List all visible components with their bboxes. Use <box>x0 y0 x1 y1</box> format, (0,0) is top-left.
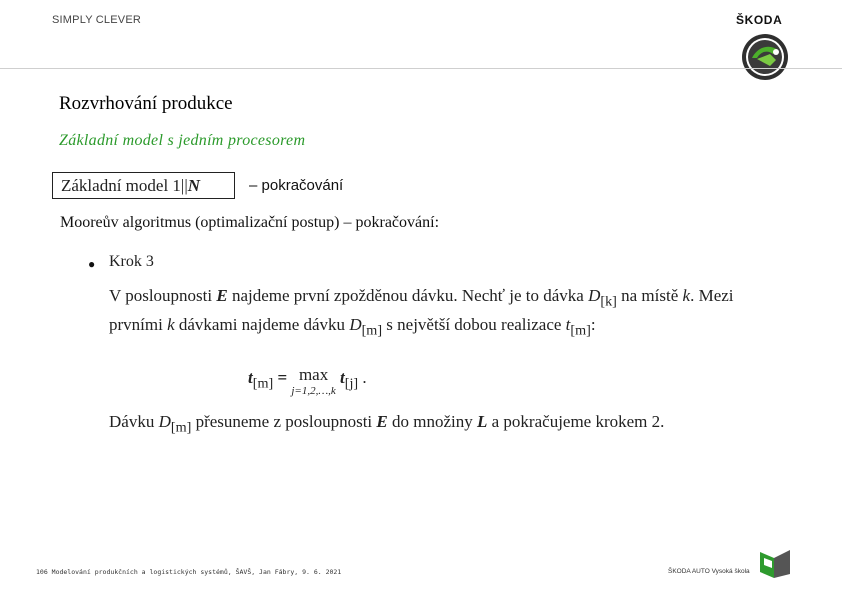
model-label: Základní model 1||N <box>61 176 201 195</box>
step-paragraph: V posloupnosti E najdeme první zpožděnou dávku. Nechť je to dávka $D_{[k]}$ na místě k. Mezi prvními k dávkami najdeme dávku $D_{[m]}$ s největší dobou realizace $t_{[m]}$: <box>109 286 734 339</box>
slide-subtitle: Základní model s jedním procesorem <box>59 132 306 149</box>
continuation-label: – pokračování <box>249 177 344 194</box>
header-divider <box>0 68 842 69</box>
step-label: Krok 3 <box>109 253 154 270</box>
footer-text: 106 Modelování produkčních a logistických systémů, ŠAVŠ, Jan Fábry, 9. 6. 2021 <box>36 568 342 576</box>
tagline: SIMPLY CLEVER <box>52 14 142 26</box>
green-flag-icon <box>760 550 792 580</box>
skoda-logo-icon <box>740 32 790 82</box>
brand-wordmark: ŠKODA <box>736 13 783 27</box>
bullet-icon: ● <box>88 257 96 271</box>
slide-title: Rozvrhování produkce <box>59 93 233 114</box>
max-formula: $t_{[m]} = \max$ j=1,2,…,k $t_{[j]}$ . <box>248 365 367 397</box>
algorithm-heading: Mooreův algoritmus (optimalizační postup) – pokračování: <box>60 214 440 231</box>
final-step-line: Dávku $D_{[m]}$ přesuneme z posloupnosti E do množiny L a pokračujeme krokem 2. <box>109 412 665 436</box>
footer-school: ŠKODA AUTO Vysoká škola <box>668 568 750 575</box>
